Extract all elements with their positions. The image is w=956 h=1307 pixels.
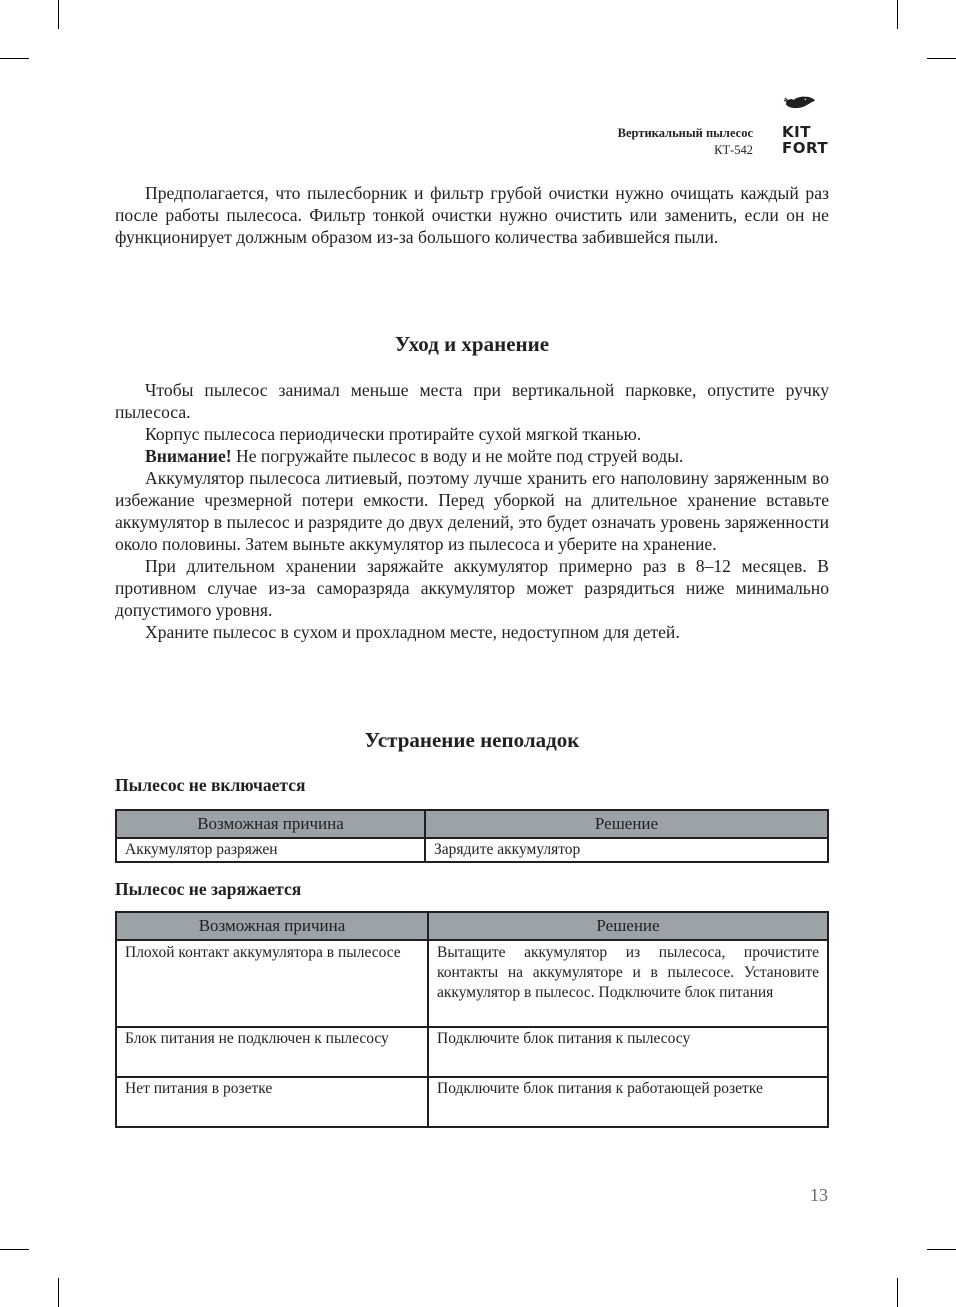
table2-subtitle: Пылесос не заряжается — [115, 879, 302, 899]
table-row — [116, 838, 828, 862]
cause-cell: Блок питания не подключен к пылесосу — [116, 1027, 428, 1077]
crop-mark — [0, 58, 29, 59]
crop-mark — [927, 58, 956, 59]
crop-mark — [58, 1278, 59, 1307]
troubleshooting-table-2 — [115, 911, 829, 1128]
care-p2: Корпус пылесоса периодически протирайте сухой мягкой тканью. — [145, 424, 642, 444]
column-header-cause: Возможная причина — [116, 912, 428, 940]
column-header-solution: Решение — [428, 912, 828, 940]
care-paragraphs — [115, 379, 829, 643]
solution-cell: Подключите блок питания к работающей розетке — [428, 1077, 828, 1127]
cause-cell: Плохой контакт аккумулятора в пылесосе — [116, 940, 428, 1027]
crop-mark — [0, 1249, 29, 1250]
section-title-care: Уход и хранение — [394, 332, 550, 356]
solution-cell: Зарядите аккумулятор — [425, 838, 828, 862]
cause-cell: Аккумулятор разряжен — [116, 838, 425, 862]
crop-mark — [58, 0, 59, 29]
table-row — [116, 1077, 828, 1127]
troubleshooting-table-1 — [115, 809, 829, 863]
kitfort-whale-icon — [765, 95, 835, 125]
crop-mark — [897, 1278, 898, 1307]
product-name: Вертикальный пылесос — [617, 126, 753, 140]
model-number: КТ-542 — [714, 143, 753, 157]
table-row — [116, 1027, 828, 1077]
crop-mark — [927, 1249, 956, 1250]
column-header-solution: Решение — [425, 810, 828, 838]
care-p4: Аккумулятор пылесоса литиевый, поэтому лучше хранить его наполовину заряженным во избежание чрезмерной потери емкости. Перед уборкой на длительное хранение вставьте аккумулятор в пылесос и разрядите до двух делений, это будет означать уровень заряженности около половины. Затем выньте аккумулятор из пылесоса и уберите на хранение. — [115, 468, 829, 554]
care-p5: При длительном хранении заряжайте аккумулятор примерно раз в 8–12 месяцев. В противном случае из-за саморазряда аккумулятор может разрядиться ниже минимально допустимого уровня. — [115, 556, 829, 620]
column-header-cause: Возможная причина — [116, 810, 425, 838]
warning-label: Внимание! — [145, 446, 232, 466]
section-title-troubleshooting: Устранение неполадок — [364, 728, 580, 752]
crop-mark — [897, 0, 898, 29]
kitfort-logo: KIT FORT — [782, 123, 829, 157]
solution-cell: Вытащите аккумулятор из пылесоса, прочистите контакты на аккумуляторе и в пылесосе. Установите аккумулятор в пылесос. Подключите блок питания — [428, 940, 828, 1027]
care-p1: Чтобы пылесос занимал меньше места при вертикальной парковке, опустите ручку пылесоса. — [115, 380, 829, 422]
care-p6: Храните пылесос в сухом и прохладном месте, недоступном для детей. — [145, 622, 680, 642]
care-p3: Внимание! Не погружайте пылесос в воду и не мойте под струей воды. — [145, 446, 684, 466]
table-row — [116, 940, 828, 1027]
page-number: 13 — [810, 1185, 828, 1205]
intro-paragraph: Предполагается, что пылесборник и фильтр грубой очистки нужно очищать каждый раз после работы пылесоса. Фильтр тонкой очистки нужно очистить или заменить, если он не функционирует должным образом из-за большого количества забившейся пыли. — [115, 183, 829, 247]
table1-subtitle: Пылесос не включается — [115, 775, 306, 795]
running-header — [618, 125, 753, 159]
solution-cell: Подключите блок питания к пылесосу — [428, 1027, 828, 1077]
cause-cell: Нет питания в розетке — [116, 1077, 428, 1127]
